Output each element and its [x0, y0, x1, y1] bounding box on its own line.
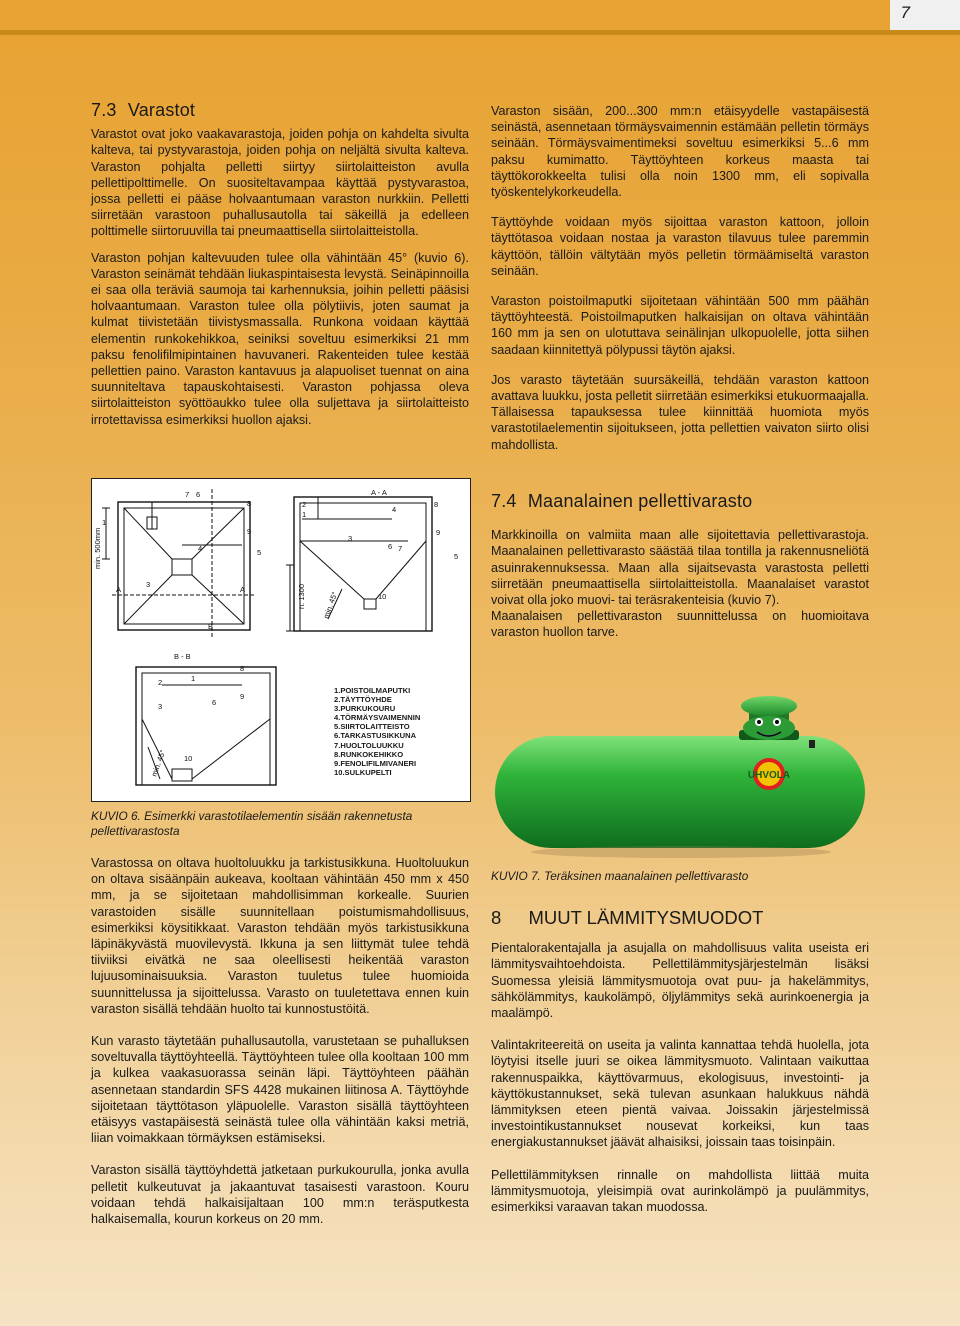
paragraph: Valintakriteereitä on useita ja valinta kannattaa tehdä huolella, jota löytyisi itselle juuri se oikea lämmitysmuoto. Valintaan vaikuttaa rakennuspaikka, käyttövarmuus, ekologisuus, investointi- ja käyttökustannukset, sekä tulevan asunkaan halukkuus nähdä lämmityksen eteen pientä vaivaa. Joissakin järjestelmissä investointikustannukset nousevat korkeiksi, kun taas energiakustannukset jäävät alhaisiksi, joissain taas toisinpäin. — [491, 1038, 869, 1150]
figure-number-6: 6 — [196, 490, 201, 499]
legend-item: 2.TÄYTTÖYHDE — [334, 695, 392, 705]
legend-item: 7.HUOLTOLUUKKU — [334, 740, 404, 750]
legend-item: 6.TARKASTUSIKKUNA — [334, 731, 417, 741]
figure-number-8: 8 — [247, 499, 252, 508]
figure-number-10: 10 — [184, 754, 193, 763]
tank-logo-text: UHVOLA — [747, 770, 791, 781]
figure-number-5: 5 — [454, 552, 459, 561]
figure-number-7: 7 — [398, 544, 403, 553]
figure-number-4: 4 — [392, 505, 397, 514]
legend-item: 8.RUNKOKEHIKKO — [334, 749, 404, 759]
marker-a: A — [240, 585, 246, 594]
paragraph: Varastossa on oltava huoltoluukku ja tarkistusikkuna. Huoltoluukun on oltava sisäänpäin aukeava, kooltaan vähintään 450 mm x 450 mm, ja se sijoitetaan mahdollisimman korkealle. Suurien varastoiden sisälle suunnitellaan poistumismahdollisuus, esimerkiksi köysitikkaat. Varaston tehdään myös tarkistusikkuna läpinäkyvästä muovilevystä. Ikkuna ja sen liittymät tulee tehdä tiiviiksi eivätkä ne saa oleellisesti heikentää varaston lujuusominaisuuksia. Varaston tuuletus tulee huomioida suunnittelussa ja sijoittelussa. Varasto on tuuletettava ennen kuin varaston sisällä tehdään huolto tai kunnostustöitä. — [91, 856, 469, 1016]
section-aa-label: A - A — [371, 488, 387, 497]
figure-number-2: 2 — [158, 678, 163, 687]
right-column-section-7-4 — [491, 493, 869, 651]
section-number: 7.3 — [91, 100, 117, 120]
marker-b: B — [208, 622, 214, 631]
top-rule — [0, 30, 960, 35]
figure-number-3: 3 — [158, 702, 163, 711]
section-title: Maanalainen pellettivarasto — [527, 491, 753, 511]
paragraph: Varaston pohjan kaltevuuden tulee olla vähintään 45° (kuvio 6). Varaston seinämät tehdään liukaspintaisesta levystä. Seinäpinnoilla ei saa olla teräviä saumoja tai karhennuksia, joihin pelletti pääsisi holvaantumaan. Varaston tulee olla pölytiivis, joten saumat ja kulmat tiivistetään tiivistysmassalla. Runkona voidaan käyttää elementin runkokehikkoa, seiniksi soveltuu esimerkiksi 21 mm paksu fenolifilmipintainen havuvaneri. Rakenteiden tulee kestää pellettien paino. Varaston kantavuus ja alapuoliset tuennat on aina suunniteltava tapauskohtaisesti. Varaston pohjassa oleva siirtolaitteiston syöttöaukko tulee olla suljettava ja siirtolaitteisto irrotettavissa esimerkiksi huollon ajaksi. — [91, 250, 469, 427]
angle-min-45: min. 45° — [321, 590, 340, 620]
section-bb-label: B - B — [174, 652, 191, 661]
section-7-3-heading — [91, 102, 469, 118]
dimension-min-500: min. 500mm — [93, 527, 102, 569]
paragraph: Varaston sisään, 200...300 mm:n etäisyydelle vastapäisestä seinästä, asennetaan törmäysvaimennin estämään pelletin törmäys seinään. Törmäysvaimentimeksi soveltuu esimerkiksi 5...6 mm paksu kumimatto. Täyttöyhteen korkeus maasta tai täyttökorokkeelta tulisi olla noin 1300 mm, eli sopivalla työskentelykorkeudella. — [491, 104, 869, 200]
figure-number-8: 8 — [434, 500, 439, 509]
figure-number-5: 5 — [257, 548, 262, 557]
right-column-section-8 — [491, 907, 869, 1225]
figure-number-6: 6 — [212, 698, 217, 707]
legend-item: 10.SULKUPELTI — [334, 767, 392, 777]
figure-number-9: 9 — [240, 692, 245, 701]
paragraph: Maanalaisen pellettivaraston suunnittelussa on huomioitava varaston huollon tarve. — [491, 609, 869, 640]
paragraph: Pellettilämmityksen rinnalle on mahdollista liittää muita lämmitysmuotoja, yleisimpiä ovat aurinkolämpö ja puulämmitys, esimerkiksi varaavan takan muodossa. — [491, 1167, 869, 1215]
marker-a: A — [116, 585, 122, 594]
legend-item: 5.SIIRTOLAITTEISTO — [334, 722, 410, 732]
figure-number-6: 6 — [388, 542, 393, 551]
figure-number-7: 7 — [185, 490, 190, 499]
section-8-heading — [491, 907, 869, 928]
figure-number-1: 1 — [191, 674, 196, 683]
paragraph: Jos varasto täytetään suursäkeillä, tehdään varaston kattoon avattava luukku, josta pelletit siirretään esimerkiksi etukuormaajalla. Tällaisessa tapauksessa tulee kiinnittää huomiota myös varastotilaelementin sijoitukseen, jotta pellettien vaivaton siirto olisi mahdollista. — [491, 372, 869, 452]
section-number: 8 — [491, 907, 502, 928]
figure-number-9: 9 — [247, 527, 252, 536]
paragraph: Varaston sisällä täyttöyhdettä jatketaan purkukourulla, jonka avulla pelletit kulkeutuvat ja jakaantuvat tasaisesti varastoon. Kouru voidaan tehdä halkaisijaltaan 100 mm:n teräsputkesta halkaisemalla, kourun korkeus on 20 mm. — [91, 1163, 469, 1227]
section-7-4-heading — [491, 493, 869, 509]
figure-number-1: 1 — [302, 510, 307, 519]
paragraph: Varaston poistoilmaputki sijoitetaan vähintään 500 mm päähän täyttöyhteestä. Poistoilmaputken halkaisijan on oltava vähintään 160 mm ja sen on ulotuttava seinälinjan ulkopuolelle, jotta siihen saadaan kiinnitettyä pölypussi täytön ajaksi. — [491, 294, 869, 357]
angle-min-45: min. 45° — [149, 748, 168, 778]
legend-item: 9.FENOLIFILMIVANERI — [334, 758, 417, 768]
right-column-top — [491, 103, 869, 463]
paragraph: Pientalorakentajalla ja asujalla on mahdollisuus valita useista eri lämmitysvaihtoehdoista. Pellettilämmitysjärjestelmän lisäksi Suomessa yleisiä lämmitysmuotoja ovat puu- ja hakelämmitys, sähkölämmitys, kaukolämpö, öljylämmitys sekä aurinkoenergia ja maalämpö. — [491, 941, 869, 1021]
figure-number-9: 9 — [436, 528, 441, 537]
section-title: MUUT LÄMMITYSMUODOT — [528, 907, 764, 928]
figure-7-caption: KUVIO 7. Teräksinen maanalainen pellettivarasto — [491, 869, 749, 883]
paragraph: Markkinoilla on valmiita maan alle sijoitettavia pellettivarastoja. Maanalainen pellettivarasto säästää tilaa tontilla ja rakennusneliötä asuinrakennuksessa. Maan alla sijaitsevasta varastosta pelletti siirretään pneumaattisella siirtolaitteistolla. Maanalaiset varastot voivat olla joko muovi- tai teräsrakenteisia (kuvio 7). — [491, 528, 869, 608]
left-column-bottom — [91, 855, 469, 1237]
figure-6-caption: KUVIO 6. Esimerkki varastotilaelementin sisään rakennetusta pellettivarastosta — [91, 809, 413, 838]
left-column-top — [91, 102, 469, 438]
figure-number-8: 8 — [240, 664, 245, 673]
figure-number-4: 4 — [198, 544, 203, 553]
figure-6-legend — [334, 686, 420, 777]
figure-6-drawing — [91, 478, 471, 802]
underground-tank-illustration — [491, 666, 869, 862]
figure-number-1: 1 — [102, 518, 107, 527]
paragraph: Varastot ovat joko vaakavarastoja, joiden pohja on kahdelta sivulta kalteva, tai pystyvarastoja, joiden pohja on neljältä sivulta kalteva. Varaston pohjalta pelletti siirtyy siirtolaitteiston avulla pellettipolttimelle. On suositeltavampaa käyttää pystyvarastoa, jossa pelletti ei pääse holvaantumaan varaston nurkkiin. Pelletti siirretään varastoon puhallusautolla tai säkeillä ja edelleen polttimelle siirtoruuvilla tai pneumaattisella siirtolaitteistolla. — [91, 127, 469, 239]
paragraph: Kun varasto täytetään puhallusautolla, varustetaan se puhalluksen soveltuvalla täyttöyhteellä. Täyttöyhteen tulee olla kooltaan 100 mm ja kulkea vaakasuorassa seinän läpi. Täyttöyhteen päähän asennetaan standardin SFS 4428 mukainen liitinosa A. Täyttöyhde sijoitetaan täyttötason yläpuolelle. Varaston sisällä täyttöyhteen etäisyys vastapäisestä seinästä tulee olla vähintään kaksi metriä, liian voimakkaan törmäyksen estämiseksi. — [91, 1034, 469, 1146]
page-number: 7 — [890, 0, 960, 30]
figure-number-2: 2 — [302, 500, 307, 509]
legend-item: 1.POISTOILMAPUTKI — [334, 686, 411, 695]
figure-number-10: 10 — [378, 592, 387, 601]
figure-number-3: 3 — [146, 580, 151, 589]
section-number: 7.4 — [491, 491, 517, 511]
section-title: Varastot — [127, 100, 196, 120]
figure-7-tank-image — [491, 666, 869, 862]
legend-item: 3.PURKUKOURU — [334, 704, 396, 714]
figure-number-3: 3 — [348, 534, 353, 543]
paragraph: Täyttöyhde voidaan myös sijoittaa varaston kattoon, jolloin täyttötasoa voidaan nostaa ja varaston tilavuus tulee paremmin käyttöön, tällöin vältytään myös pelletin törmäämiseltä varaston seinään. — [491, 215, 869, 278]
dimension-1300: n. 1300 — [297, 583, 306, 609]
legend-item: 4.TÖRMÄYSVAIMENNIN — [334, 713, 421, 723]
